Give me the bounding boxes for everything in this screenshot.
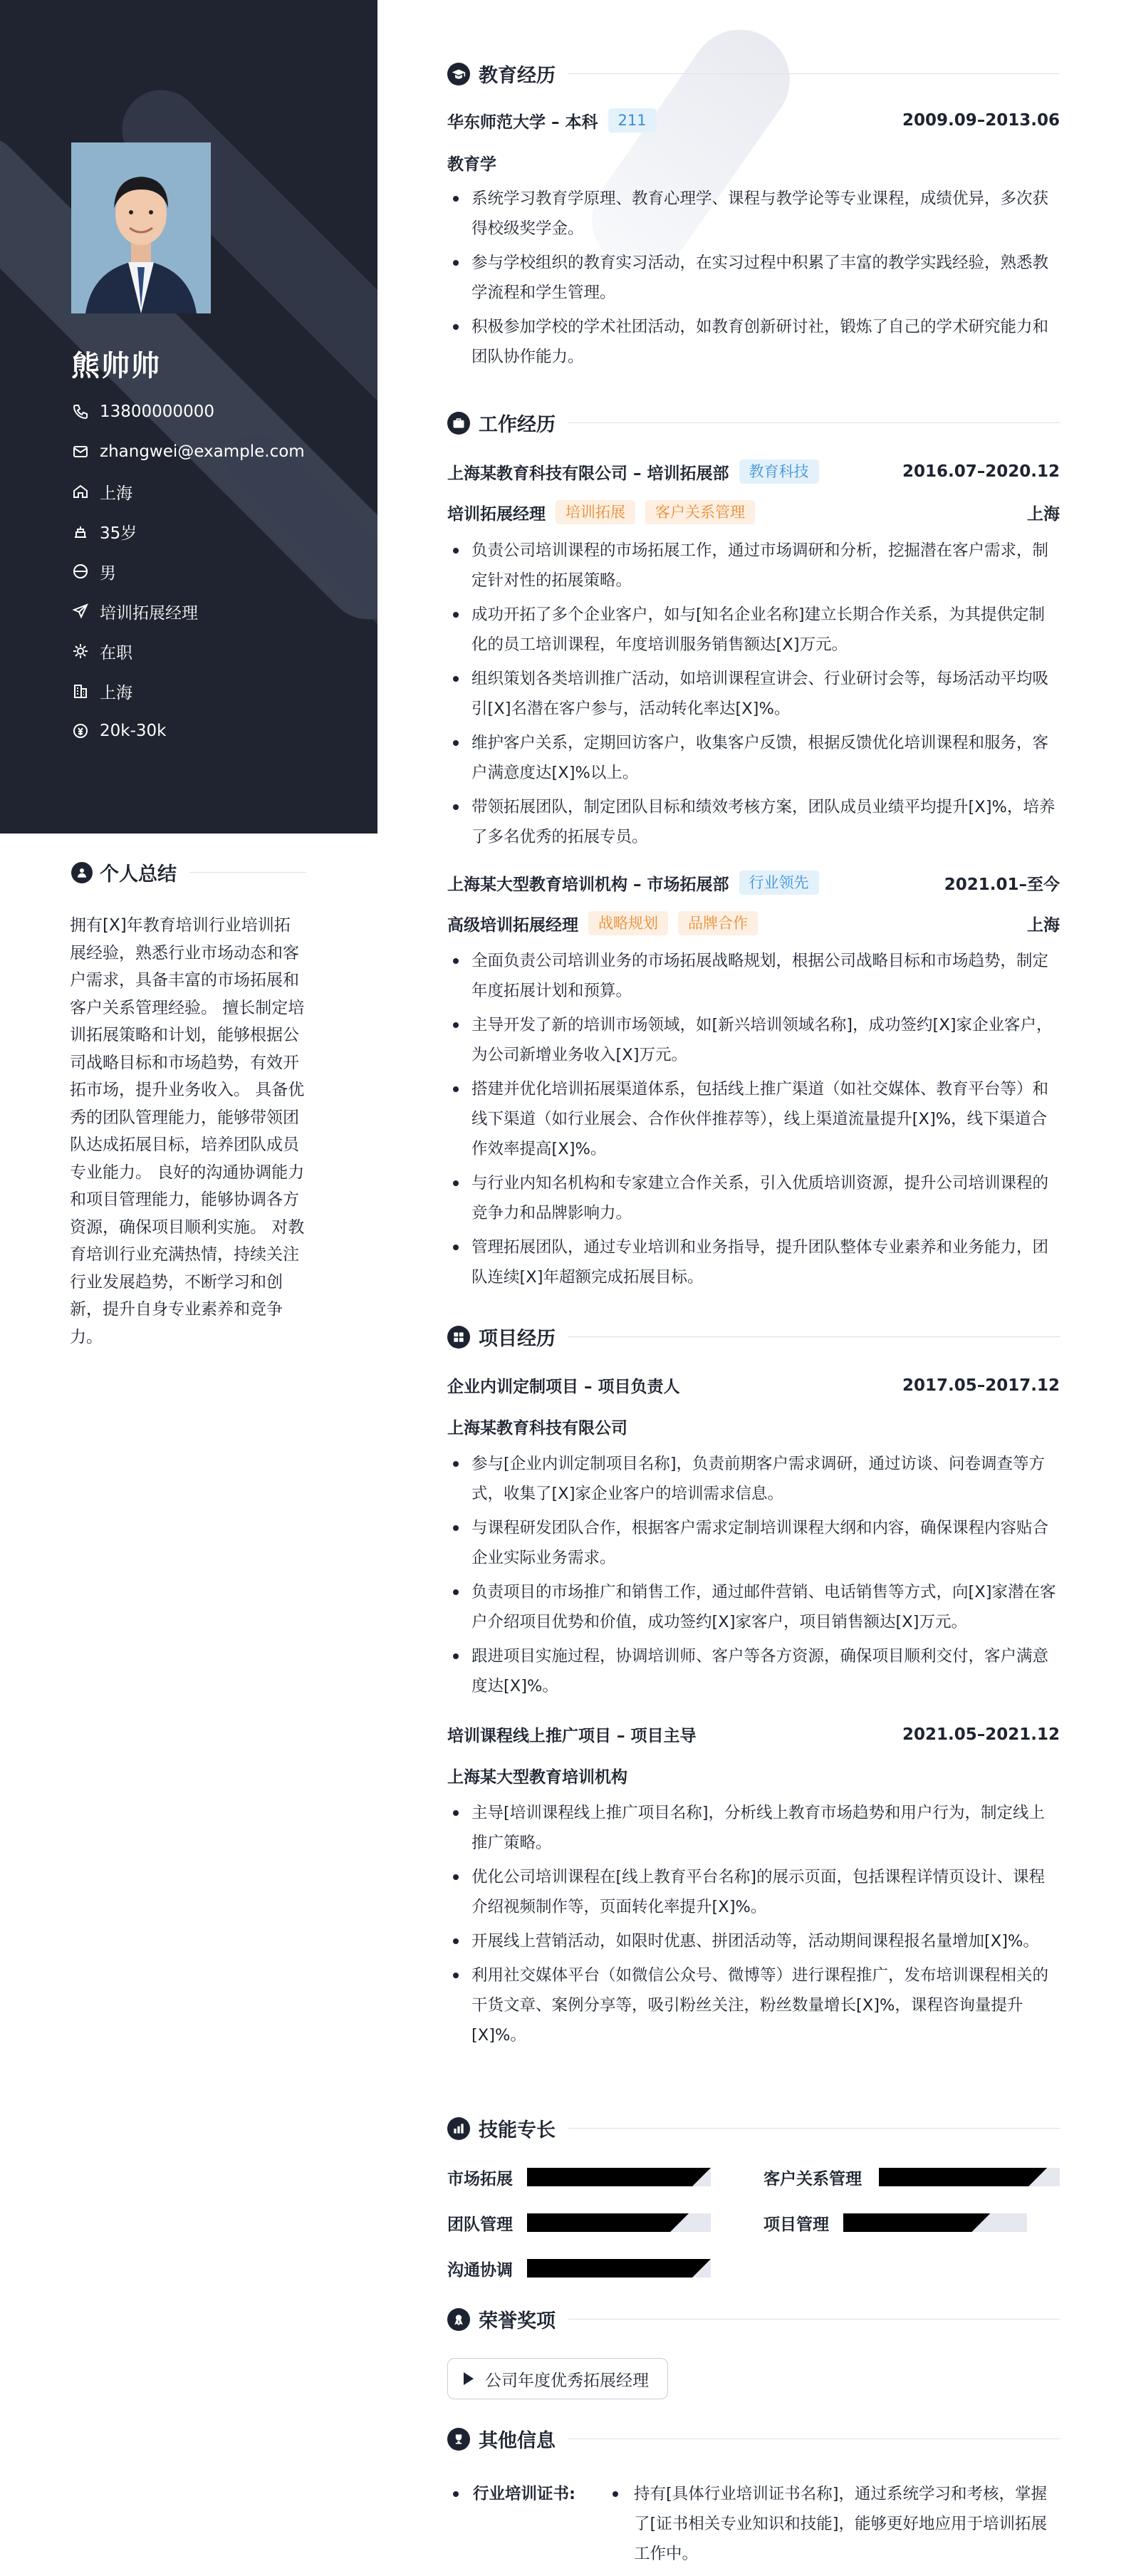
job-tag: 战略规划 xyxy=(588,911,668,935)
project-org: 上海某大型教育培训机构 xyxy=(447,1768,627,1787)
status-icon xyxy=(71,642,90,660)
home-icon xyxy=(71,482,90,501)
play-icon xyxy=(464,2372,474,2385)
award-chip xyxy=(447,2358,668,2399)
projects-title: 项目经历 xyxy=(479,1328,556,1350)
list-item: 参与学校组织的教育实习活动，在实习过程中积累了丰富的教学实践经验，熟悉教学流程和学生管理。 xyxy=(447,248,1060,308)
job-row xyxy=(447,459,1060,484)
list-item: 积极参加学校的学术社团活动，如教育创新研讨社，锻炼了自己的学术研究能力和团队协作能力。 xyxy=(447,312,1060,372)
other-heading xyxy=(447,2425,1060,2453)
school-badge: 211 xyxy=(608,108,657,133)
awards-heading xyxy=(447,2305,1060,2333)
city-value: 上海 xyxy=(100,484,132,503)
briefcase-icon xyxy=(447,412,470,435)
education-heading xyxy=(447,60,1060,88)
list-item: 主导[培训课程线上推广项目名称]，分析线上教育市场趋势和用户行为，制定线上推广策略。 xyxy=(447,1798,1060,1858)
list-item: 全面负责公司培训业务的市场拓展战略规划，根据公司战略目标和市场趋势，制定年度拓展计划和预算。 xyxy=(447,946,1060,1006)
project-row xyxy=(447,1723,1060,1746)
mail-icon xyxy=(71,442,90,461)
skill-name: 市场拓展 xyxy=(447,2169,513,2188)
awards-title: 荣誉奖项 xyxy=(479,2310,556,2332)
job-location: 上海 xyxy=(1027,915,1060,935)
info-salary xyxy=(71,717,166,745)
gender-value: 男 xyxy=(100,564,116,583)
skill-bar xyxy=(879,2168,1060,2186)
divider xyxy=(568,2128,1060,2129)
job-row xyxy=(447,871,1060,895)
info-position xyxy=(71,597,198,625)
info-email xyxy=(71,437,305,466)
skill-fill xyxy=(879,2168,1047,2186)
list-item: 搭建并优化培训拓展渠道体系，包括线上推广渠道（如社交媒体、教育平台等）和线下渠道（如行业展会、合作伙伴推荐等），线上渠道流量提升[X]%，线下渠道合作效率提高[X]%。 xyxy=(447,1074,1060,1164)
work-heading xyxy=(447,409,1060,437)
divider xyxy=(568,2319,1060,2320)
project-row xyxy=(447,1373,1060,1397)
project-org: 上海某教育科技有限公司 xyxy=(447,1419,627,1438)
education-bullets xyxy=(447,184,1060,376)
info-status xyxy=(71,637,132,665)
chart-icon xyxy=(447,2117,470,2140)
skill-item xyxy=(763,2166,1060,2188)
salary-value: 20k-30k xyxy=(100,722,167,740)
project-bullets xyxy=(447,1798,1060,2055)
info-gender xyxy=(71,557,116,586)
list-item: 与行业内知名机构和专家建立合作关系，引入优质培训资源，提升公司培训课程的竞争力和品牌影响力。 xyxy=(447,1168,1060,1228)
skill-name: 团队管理 xyxy=(447,2215,513,2234)
list-item: 负责项目的市场推广和销售工作，通过邮件营销、电话销售等方式，向[X]家潜在客户介绍项目优势和价值，成功签约[X]家客户，项目销售额达[X]万元。 xyxy=(447,1577,1060,1637)
skill-item xyxy=(763,2211,1027,2234)
position-value: 培训拓展经理 xyxy=(100,603,198,623)
other-label: 行业培训证书: xyxy=(473,2485,575,2503)
list-item: 优化公司培训课程在[线上教育平台名称]的展示页面，包括课程详情页设计、课程介绍视频制作等，页面转化率提升[X]%。 xyxy=(447,1862,1060,1922)
target-city-value: 上海 xyxy=(100,683,132,702)
project-name: 企业内训定制项目 – 项目负责人 xyxy=(447,1378,680,1396)
age-value: 35岁 xyxy=(100,524,137,543)
sidebar xyxy=(0,0,377,833)
status-value: 在职 xyxy=(100,643,132,663)
project-date: 2021.05–2021.12 xyxy=(902,1725,1060,1744)
info-age xyxy=(71,517,137,546)
info-target-city xyxy=(71,677,132,705)
bullet-dot xyxy=(453,2491,459,2497)
projects-heading xyxy=(447,1323,1060,1351)
job-badge: 行业领先 xyxy=(739,871,819,895)
job-bullets xyxy=(447,536,1060,856)
skill-bar xyxy=(527,2213,711,2232)
other-title: 其他信息 xyxy=(479,2430,556,2452)
skill-fill xyxy=(843,2213,990,2232)
summary-heading xyxy=(71,858,306,886)
project-date: 2017.05–2017.12 xyxy=(902,1376,1060,1395)
ribbon-icon xyxy=(447,2308,470,2331)
building-icon xyxy=(71,682,90,700)
list-item: 与课程研发团队合作，根据客户需求定制培训课程大纲和内容，确保课程内容贴合企业实际业务需求。 xyxy=(447,1513,1060,1573)
job-bullets xyxy=(447,946,1060,1297)
divider xyxy=(568,1336,1060,1337)
job-role: 高级培训拓展经理 xyxy=(447,915,578,935)
skill-bar xyxy=(843,2213,1027,2232)
skill-item xyxy=(447,2166,711,2188)
job-role-row xyxy=(447,500,1060,524)
list-item: 主导开发了新的培训市场领域，如[新兴培训领域名称]，成功签约[X]家企业客户，为公司新增业务收入[X]万元。 xyxy=(447,1010,1060,1070)
list-item: 系统学习教育学原理、教育心理学、课程与教学论等专业课程，成绩优异，多次获得校级奖学金。 xyxy=(447,184,1060,244)
skill-fill xyxy=(527,2259,711,2278)
job-tag: 品牌合作 xyxy=(678,911,758,935)
job-company: 上海某教育科技有限公司 – 培训拓展部 xyxy=(447,464,729,483)
education-date: 2009.09–2013.06 xyxy=(902,111,1060,130)
job-location: 上海 xyxy=(1027,504,1060,524)
phone-icon xyxy=(71,402,90,421)
education-title: 教育经历 xyxy=(479,65,556,87)
skill-fill xyxy=(527,2168,711,2186)
list-item: 组织策划各类培训推广活动，如培训课程宣讲会、行业研讨会等，每场活动平均吸引[X]名潜在客户参与，活动转化率达[X]%。 xyxy=(447,664,1060,724)
list-item: 成功开拓了多个企业客户，如与[知名企业名称]建立长期合作关系，为其提供定制化的员工培训课程，年度培训服务销售额达[X]万元。 xyxy=(447,600,1060,660)
job-badge: 教育科技 xyxy=(739,459,819,484)
gender-icon xyxy=(71,562,90,581)
divider xyxy=(189,872,306,873)
skill-item xyxy=(447,2257,711,2280)
project-bullets xyxy=(447,1449,1060,1705)
bullet-dot xyxy=(613,2491,618,2497)
divider xyxy=(568,73,1060,74)
skills-heading xyxy=(447,2114,1060,2142)
list-item: 带领拓展团队，制定团队目标和绩效考核方案，团队成员业绩平均提升[X]%，培养了多名优秀的拓展专员。 xyxy=(447,792,1060,852)
list-item: 利用社交媒体平台（如微信公众号、微博等）进行课程推广，发布培训课程相关的干货文章、案例分享等，吸引粉丝关注，粉丝数量增长[X]%，课程咨询量提升[X]%。 xyxy=(447,1960,1060,2050)
avatar xyxy=(71,142,211,313)
phone-value: 13800000000 xyxy=(100,402,214,421)
job-company: 上海某大型教育培训机构 – 市场拓展部 xyxy=(447,875,729,894)
skill-bar xyxy=(527,2168,711,2186)
list-item: 管理拓展团队，通过专业培训和业务指导，提升团队整体专业素养和业务能力，团队连续[X]年超额完成拓展目标。 xyxy=(447,1232,1060,1292)
job-role: 培训拓展经理 xyxy=(447,504,546,524)
list-item: 开展线上营销活动，如限时优惠、拼团活动等，活动期间课程报名量增加[X]%。 xyxy=(447,1926,1060,1956)
job-date: 2021.01–至今 xyxy=(944,875,1060,894)
skill-name: 沟通协调 xyxy=(447,2260,513,2280)
skill-name: 项目管理 xyxy=(763,2215,829,2234)
job-date: 2016.07–2020.12 xyxy=(902,462,1060,481)
send-icon xyxy=(71,602,90,620)
skill-bar xyxy=(527,2259,711,2278)
divider xyxy=(568,422,1060,423)
work-title: 工作经历 xyxy=(479,414,556,436)
job-tag: 客户关系管理 xyxy=(645,500,755,524)
age-icon xyxy=(71,522,90,541)
info-phone xyxy=(71,398,214,426)
money-icon xyxy=(71,722,90,740)
skill-item xyxy=(447,2211,711,2234)
job-role-row xyxy=(447,911,1060,935)
job-tag: 培训拓展 xyxy=(556,500,635,524)
skill-name: 客户关系管理 xyxy=(763,2169,862,2188)
email-value: zhangwei@example.com xyxy=(100,442,305,461)
graduation-cap-icon xyxy=(447,63,470,85)
other-text: 持有[具体行业培训证书名称]，通过系统学习和考核，掌握了[证书相关专业知识和技能]，能够更好地应用于培训拓展工作中。 xyxy=(634,2485,1048,2563)
list-item: 跟进项目实施过程，协调培训师、客户等各方资源，确保项目顺利交付，客户满意度达[X]%。 xyxy=(447,1641,1060,1701)
list-item: 负责公司培训课程的市场拓展工作，通过市场调研和分析，挖掘潜在客户需求，制定针对性的拓展策略。 xyxy=(447,536,1060,596)
education-row xyxy=(447,108,1060,133)
summary-title: 个人总结 xyxy=(100,863,177,886)
candidate-name: 熊帅帅 xyxy=(71,350,161,383)
skills-title: 技能专长 xyxy=(479,2119,556,2141)
trophy-icon xyxy=(447,2428,470,2451)
list-item: 维护客户关系，定期回访客户，收集客户反馈，根据反馈优化培训课程和服务，客户满意度达[X]%以上。 xyxy=(447,728,1060,788)
info-city xyxy=(71,477,132,506)
user-icon xyxy=(71,862,93,883)
list-item: 参与[企业内训定制项目名称]，负责前期客户需求调研，通过访谈、问卷调查等方式，收集了[X]家企业客户的培训需求信息。 xyxy=(447,1449,1060,1509)
major: 教育学 xyxy=(447,155,496,174)
summary-text: 拥有[X]年教育培训行业培训拓展经验，熟悉行业市场动态和客户需求，具备丰富的市场拓展和客户关系管理经验。 擅长制定培训拓展策略和计划，能够根据公司战略目标和市场趋势，有效开拓市场，提升业务收入。 具备优秀的团队管理能力，能够带领团队达成拓展目标，培养团队成员专业能力。 良好的沟通协调能力和项目管理能力，能够协调各方资源，确保项目顺利实施。 对教育培训行业充满热情，持续关注行业发展趋势，不断学习和创新，提升自身专业素养和竞争力。 xyxy=(70,916,305,1346)
grid-icon xyxy=(447,1326,470,1349)
award-text: 公司年度优秀拓展经理 xyxy=(485,2371,649,2390)
skill-fill xyxy=(527,2213,689,2232)
project-name: 培训课程线上推广项目 – 项目主导 xyxy=(447,1727,697,1745)
school-name: 华东师范大学 – 本科 xyxy=(447,113,598,132)
